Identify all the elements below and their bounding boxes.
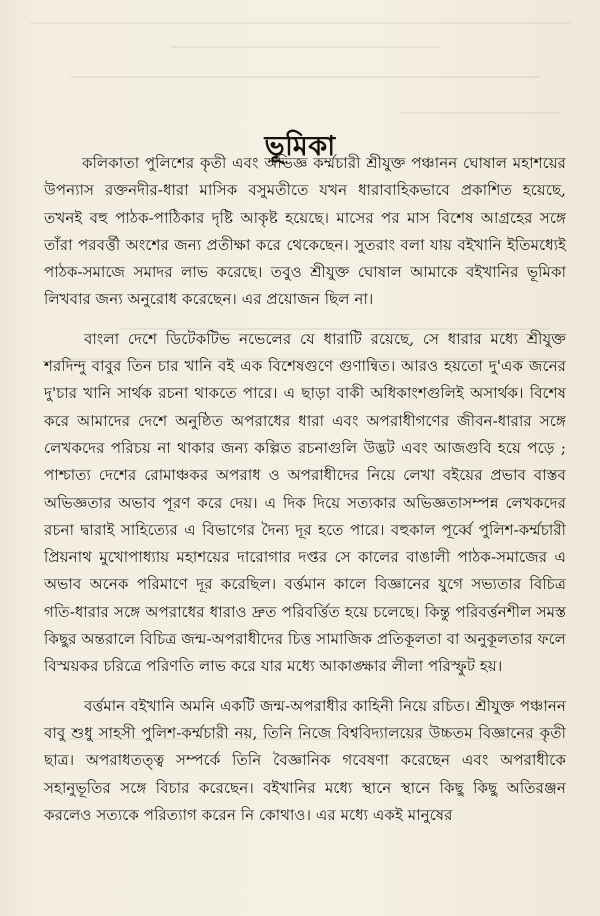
- show-through-line: [70, 76, 540, 78]
- paragraph-1: কলিকাতা পুলিশের কৃতী এবং অভিজ্ঞ কর্ম্মচারী শ্রীযুক্ত পঞ্চানন ঘোষাল মহাশয়ের উপন্যাস রক্তনদীর-ধারা মাসিক বসুমতীতে যখন ধারাবাহিকভাবে প্রকাশিত হয়েছে, তখনই বহু পাঠক-পাঠিকার দৃষ্টি আকৃষ্ট হয়েছে। মাসের পর মাস বিশেষ আগ্রহের সঙ্গে তাঁরা পরবর্ত্তী অংশের জন্য প্রতীক্ষা করে থেকেছেন। সুতরাং বলা যায় বইখানি ইতিমধ্যেই পাঠক-সমাজে সমাদর লাভ করেছে। তবুও শ্রীযুক্ত ঘোষাল আমাকে বইখানির ভূমিকা লিখবার জন্য অনুরোধ করেছেন। এর প্রয়োজন ছিল না।: [44, 154, 566, 309]
- paragraph-2: বাংলা দেশে ডিটেকটিভ নভেলের যে ধারাটি রয়েছে, সে ধারার মধ্যে শ্রীযুক্ত শরদিন্দু বাবুর তিন চার খানি বই এক বিশেষগুণে গুণান্বিত। আরও হয়তো দু'এক জনের দু'চার খানি সার্থক রচনা থাকতে পারে। এ ছাড়া বাকী অধিকাংশগুলিই অসার্থক। বিশেষ করে আমাদের দেশে অনুষ্ঠিত অপরাধের ধারা এবং অপরাধীগণের জীবন-ধারার সঙ্গে লেখকদের পরিচয় না থাকার জন্য কল্পিত রচনাগুলি উদ্ভট এবং আজগুবি হয়ে পড়ে ; পাশ্চাত্য দেশের রোমাঞ্চকর অপরাধ ও অপরাধীদের নিয়ে লেখা বইয়ের প্রভাব বাস্তব অভিজ্ঞতার অভাব পূরণ করে দেয়। এ দিক দিয়ে সত্যকার অভিজ্ঞতাসম্পন্ন লেখকদের রচনা দ্বারাই সাহিত্যের এ বিভাগের দৈন্য দূর হতে পারে। বহুকাল পূর্ব্বে পুলিশ-কর্ম্মচারী প্রিয়নাথ মুখোপাধ্যায় মহাশয়ের দারোগার দপ্তর সে কালের বাঙালী পাঠক-সমাজের এ অভাব অনেক পরিমাণে দূর করেছিল। বর্ত্তমান কালে বিজ্ঞানের যুগে সভ্যতার বিচিত্র গতি-ধারার সঙ্গে অপরাধের ধারাও দ্রুত পরিবর্ত্তিত হয়ে চলেছে। কিন্তু পরিবর্ত্তনশীল সমস্ত কিছুর অন্তরালে বিচিত্র জন্ম-অপরাধীদের চিত্ত সামাজিক প্রতিকূলতা বা অনুকূলতার ফলে বিস্ময়কর চরিত্রে পরিণতি লাভ করে যার মধ্যে আকাঙ্ক্ষার লীলা পরিস্ফুট হয়।: [44, 329, 566, 676]
- page-body: [44, 150, 566, 829]
- show-through-line: [170, 46, 440, 48]
- show-through-line: [400, 112, 560, 114]
- paragraph-3: বর্ত্তমান বইখানি অমনি একটি জন্ম-অপরাধীর কাহিনী নিয়ে রচিত। শ্রীযুক্ত পঞ্চানন বাবু শুধু সাহসী পুলিশ-কর্ম্মচারী নয়, তিনি নিজে বিশ্ববিদ্যালয়ের উচ্চতম বিজ্ঞানের কৃতী ছাত্র। অপরাধতত্ত্ব সম্পর্কে তিনি বৈজ্ঞানিক গবেষণা করেছেন এবং অপরাধীকে সহানুভূতির সঙ্গে বিচার করেছেন। বইখানির মধ্যে স্থানে স্থানে কিছু কিছু অতিরঞ্জন করলেও সত্যকে পরিত্যাগ করেন নি কোথাও। এর মধ্যে একই মানুষের: [44, 696, 566, 824]
- show-through-line: [30, 22, 570, 24]
- page-title: ভূমিকা: [264, 131, 336, 163]
